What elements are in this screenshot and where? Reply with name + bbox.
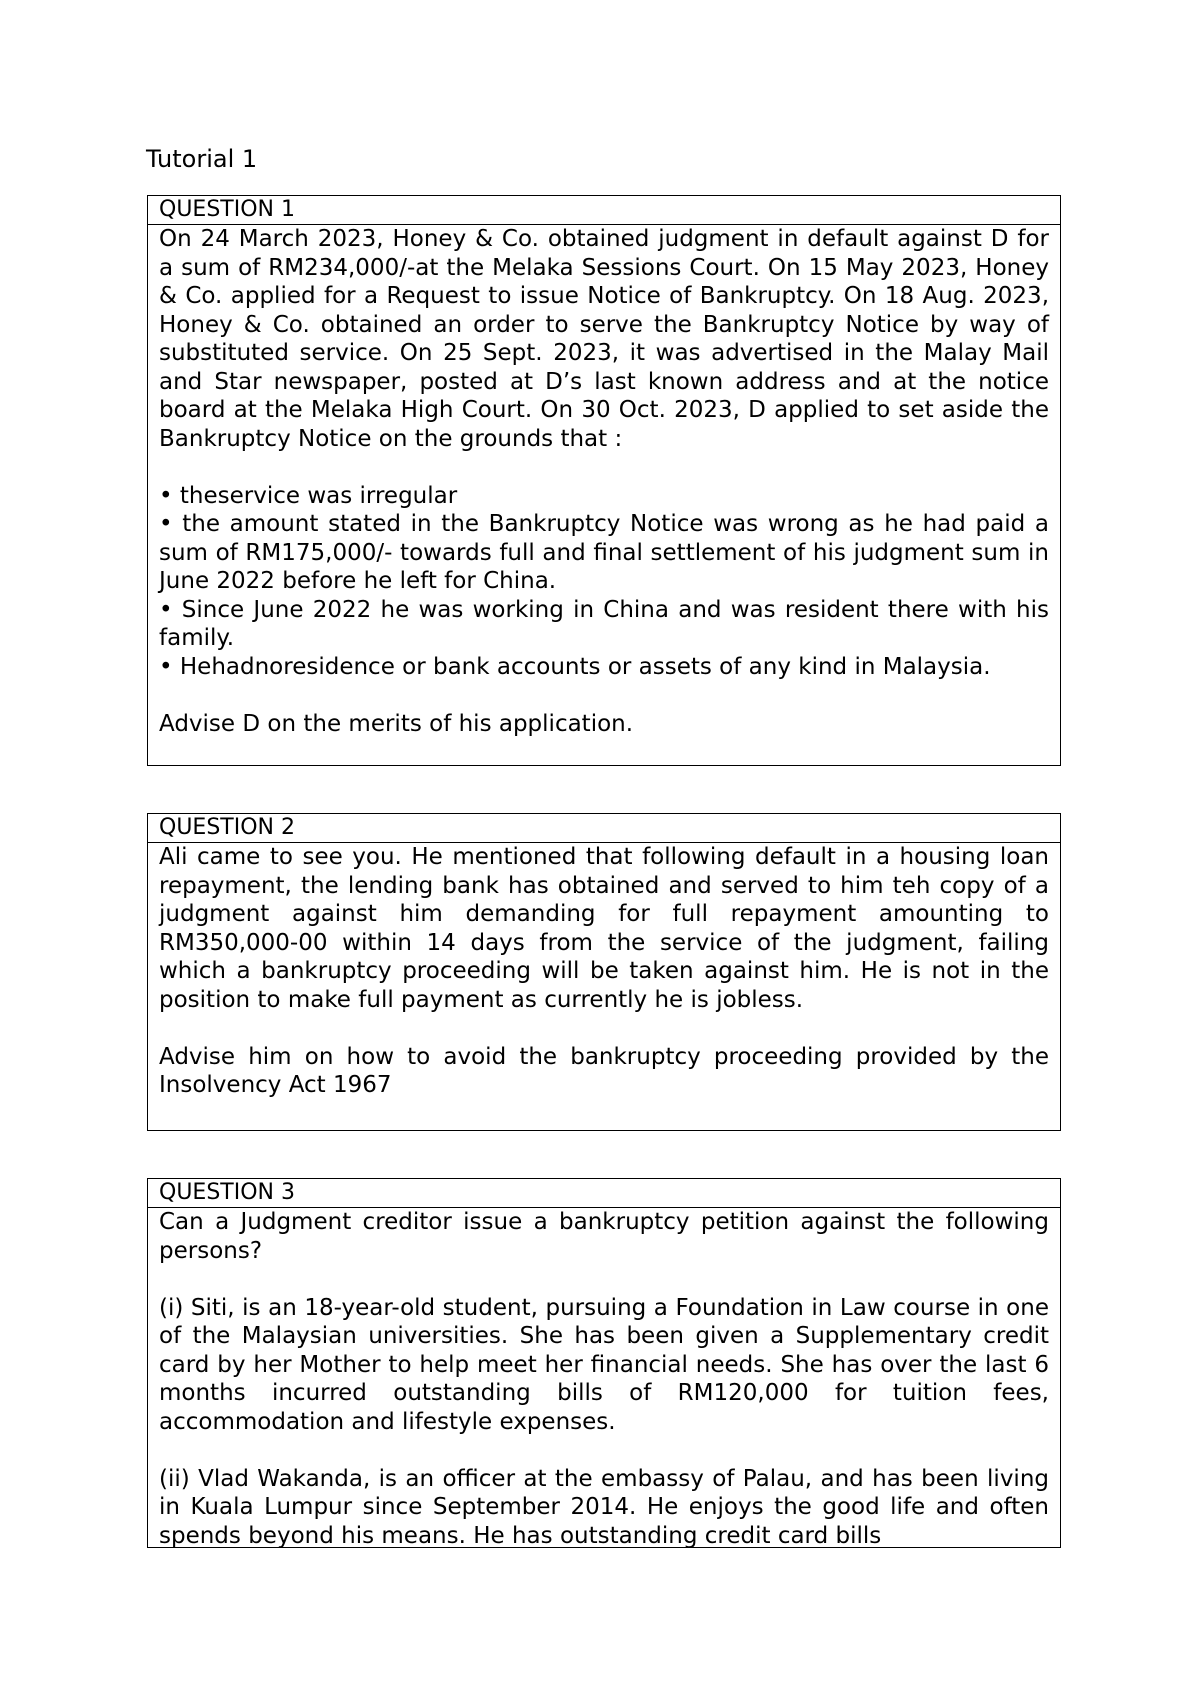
question-3-item-2: (ii) Vlad Wakanda, is an officer at the embassy of Palau, and has been living in Kuala Lumpur since September 2014. He enjoys the good life and often spends beyond his means. He has outstanding credit card bills xyxy=(159,1465,1049,1548)
question-1-intro: On 24 March 2023, Honey & Co. obtained judgment in default against D for a sum of RM234,000/-at the Melaka Sessions Court. On 15 May 2023, Honey & Co. applied for a Request to issue Notice of Bankruptcy. On 18 Aug. 2023, Honey & Co. obtained an order to serve the Bankruptcy Notice by way of substituted service. On 25 Sept. 2023, it was advertised in the Malay Mail and Star newspaper, posted at D’s last known address and at the notice board at the Melaka High Court. On 30 Oct. 2023, D applied to set aside the Bankruptcy Notice on the grounds that : xyxy=(159,226,1049,452)
question-2-task: Advise him on how to avoid the bankruptcy proceeding provided by the Insolvency Act 1967 xyxy=(159,1043,1049,1098)
question-1-header: QUESTION 1 xyxy=(148,196,1060,225)
question-1-body xyxy=(148,225,1060,738)
question-2-box xyxy=(147,813,1061,1131)
question-2-body xyxy=(148,843,1060,1100)
question-1-task: Advise D on the merits of his application. xyxy=(159,710,634,737)
question-3-intro: Can a Judgment creditor issue a bankruptcy petition against the following persons? xyxy=(159,1209,1049,1264)
question-2-intro: Ali came to see you. He mentioned that following default in a housing loan repayment, the lending bank has obtained and served to him teh copy of a judgment against him demanding for full repayment amounting to RM350,000-00 within 14 days from the service of the judgment, failing which a bankruptcy proceeding will be taken against him. He is not in the position to make full payment as currently he is jobless. xyxy=(159,844,1049,1013)
question-1-box xyxy=(147,195,1061,766)
question-1-bullet-4: • Hehadnoresidence or bank accounts or assets of any kind in Malaysia. xyxy=(159,653,991,680)
question-1-bullet-3: • Since June 2022 he was working in China and was resident there with his family. xyxy=(159,596,1049,651)
question-3-box xyxy=(147,1178,1061,1548)
question-3-item-1: (i) Siti, is an 18-year-old student, pursuing a Foundation in Law course in one of the Malaysian universities. She has been given a Supplementary credit card by her Mother to help meet her financial needs. She has over the last 6 months incurred outstanding bills of RM120,000 for tuition fees, accommodation and lifestyle expenses. xyxy=(159,1294,1049,1435)
question-3-header: QUESTION 3 xyxy=(148,1179,1060,1208)
question-3-body xyxy=(148,1208,1060,1548)
question-1-bullet-2: • the amount stated in the Bankruptcy Notice was wrong as he had paid a sum of RM175,000/- towards full and final settlement of his judgment sum in June 2022 before he left for China. xyxy=(159,511,1049,594)
page-title: Tutorial 1 xyxy=(146,145,258,173)
question-1-bullet-1: • theservice was irregular xyxy=(159,482,458,509)
question-2-header: QUESTION 2 xyxy=(148,814,1060,843)
